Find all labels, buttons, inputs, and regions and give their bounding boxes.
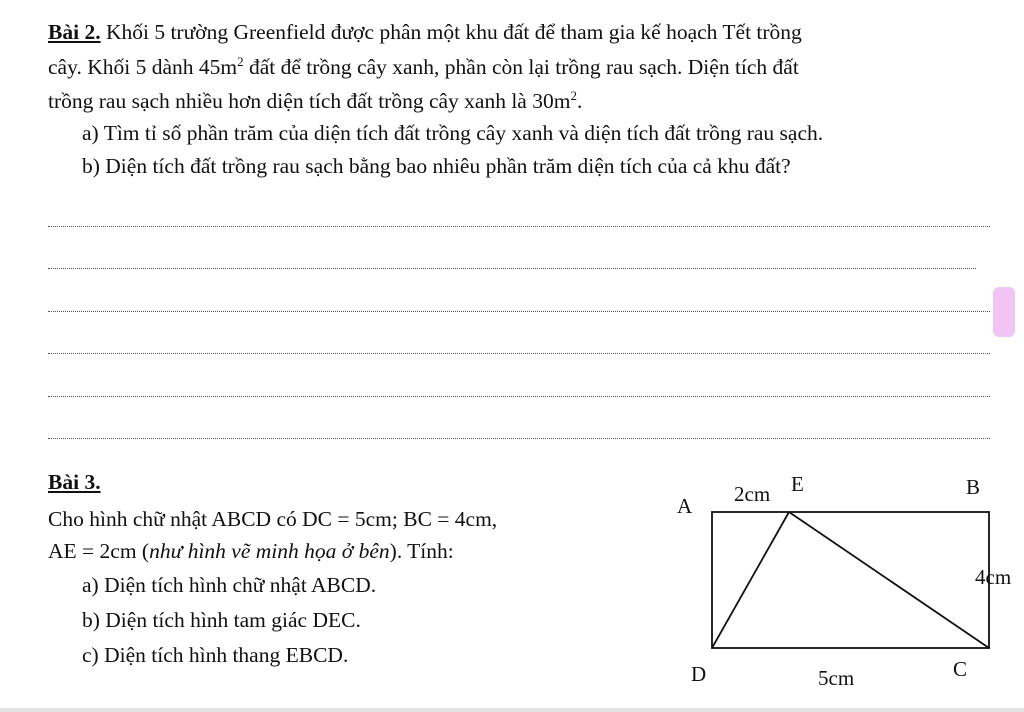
bai2-text-3b: . <box>576 89 583 113</box>
point-label-e: E <box>791 472 804 496</box>
bai2-text-3a: trồng rau sạch nhiều hơn diện tích đất trồng cây xanh là 30m <box>48 89 571 113</box>
segment-ed <box>712 512 789 648</box>
point-label-a: A <box>677 494 693 518</box>
rectangle-abcd <box>712 512 989 648</box>
label-ae-length: 2cm <box>734 482 771 506</box>
bai2-question-a: a) Tìm tỉ số phần trăm của diện tích đất trồng cây xanh và diện tích đất trồng rau sạch. <box>82 121 824 145</box>
point-label-c: C <box>953 657 968 681</box>
bai3-heading: Bài 3. <box>48 470 101 494</box>
segment-ec <box>789 512 989 648</box>
bai2-question-b: b) Diện tích đất trồng rau sạch bằng bao nhiêu phần trăm diện tích của cả khu đất? <box>82 154 791 178</box>
bai3-text-2b: ). Tính: <box>389 539 454 563</box>
label-dc-length: 5cm <box>818 666 855 690</box>
bai2-sup-1: 2 <box>237 54 244 69</box>
bottom-edge <box>0 708 1024 712</box>
label-bc-length: 4cm <box>975 565 1012 589</box>
bai2-sup-2: 2 <box>570 88 577 103</box>
bai2-text-2b: đất để trồng cây xanh, phần còn lại trồng rau sạch. Diện tích đất <box>243 55 799 79</box>
point-label-d: D <box>691 662 707 686</box>
bai3-question-c: c) Diện tích hình thang EBCD. <box>82 643 349 667</box>
bai3-text-2a: AE = 2cm ( <box>48 539 150 563</box>
bai2-text-1: Khối 5 trường Greenfield được phân một khu đất để tham gia kế hoạch Tết trồng <box>100 20 802 44</box>
point-label-b: B <box>966 475 981 499</box>
bai2-heading: Bài 2. <box>48 20 101 44</box>
bai2-text-2a: cây. Khối 5 dành 45m <box>48 55 238 79</box>
bai3-question-b: b) Diện tích hình tam giác DEC. <box>82 608 361 632</box>
bai3-line-1: Cho hình chữ nhật ABCD có DC = 5cm; BC = 4cm, <box>48 507 498 531</box>
bai3-text-2-italic: như hình vẽ minh họa ở bên <box>149 539 390 563</box>
bai3-question-a: a) Diện tích hình chữ nhật ABCD. <box>82 573 377 597</box>
